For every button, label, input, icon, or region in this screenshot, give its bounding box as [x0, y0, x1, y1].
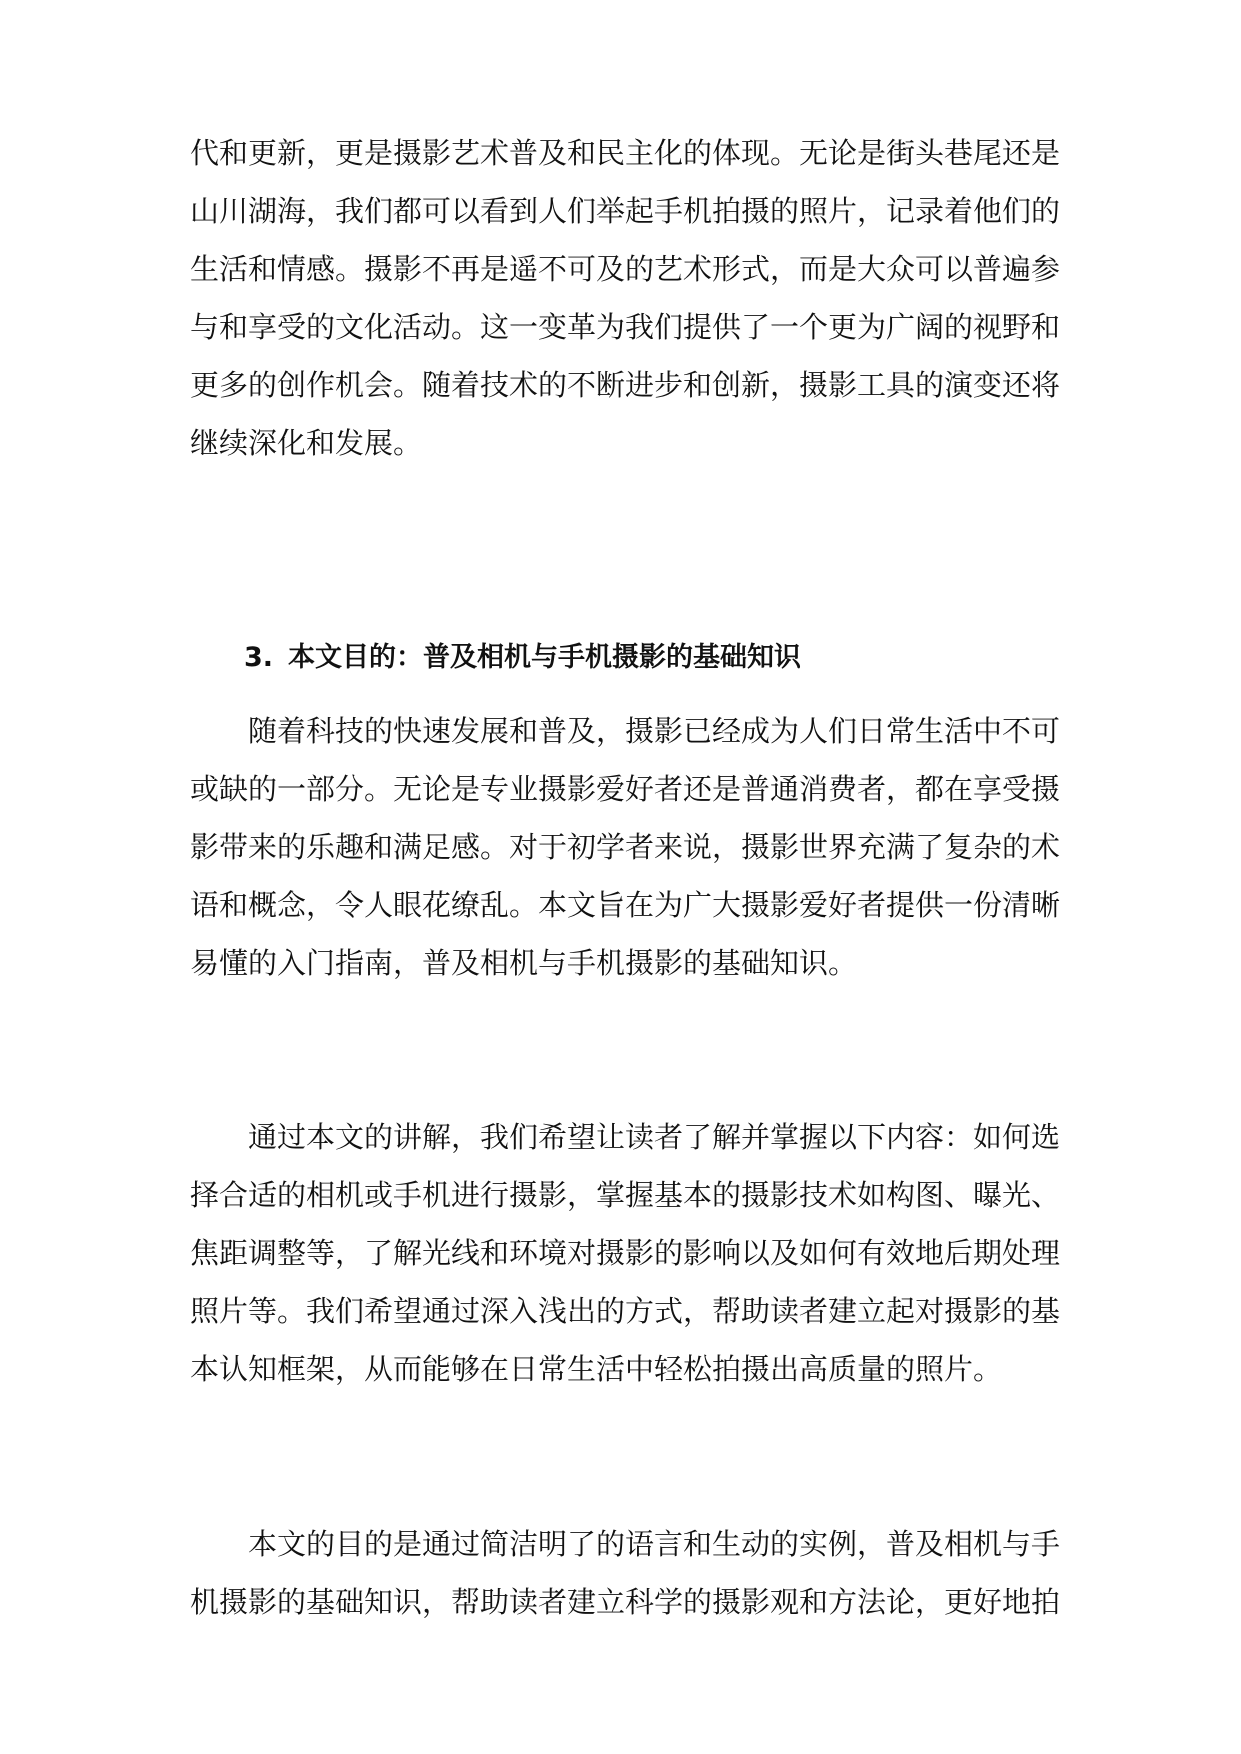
text-line: 机摄影的基础知识，帮助读者建立科学的摄影观和方法论，更好地拍 [190, 1585, 1061, 1619]
intro-paragraph [190, 124, 1060, 472]
text-line: 或缺的一部分。无论是专业摄影爱好者还是普通消费者，都在享受摄 [190, 772, 1061, 806]
section-title: 本文目的：普及相机与手机摄影的基础知识 [288, 642, 801, 673]
text-line: 生活和情感。摄影不再是遥不可及的艺术形式，而是大众可以普遍参 [190, 252, 1061, 286]
text-line: 随着科技的快速发展和普及，摄影已经成为人们日常生活中不可 [248, 714, 1061, 748]
text-line: 本文的目的是通过简洁明了的语言和生动的实例，普及相机与手 [248, 1527, 1061, 1561]
text-line: 更多的创作机会。随着技术的不断进步和创新，摄影工具的演变还将 [190, 368, 1061, 402]
paragraph-1 [190, 702, 1060, 992]
text-line: 通过本文的讲解，我们希望让读者了解并掌握以下内容：如何选 [248, 1120, 1061, 1154]
text-line: 与和享受的文化活动。这一变革为我们提供了一个更为广阔的视野和 [190, 310, 1061, 344]
text-line: 择合适的相机或手机进行摄影，掌握基本的摄影技术如构图、曝光、 [190, 1178, 1061, 1212]
paragraph-2 [190, 1108, 1060, 1398]
text-line: 焦距调整等，了解光线和环境对摄影的影响以及如何有效地后期处理 [190, 1236, 1061, 1270]
text-line: 照片等。我们希望通过深入浅出的方式，帮助读者建立起对摄影的基 [190, 1294, 1061, 1328]
section-number: 3. [244, 642, 274, 673]
paragraph-3 [190, 1515, 1060, 1631]
section-heading [244, 628, 801, 688]
text-line: 语和概念，令人眼花缭乱。本文旨在为广大摄影爱好者提供一份清晰 [190, 888, 1061, 922]
text-line: 继续深化和发展。 [190, 426, 423, 460]
text-line: 本认知框架，从而能够在日常生活中轻松拍摄出高质量的照片。 [190, 1352, 1003, 1386]
text-line: 影带来的乐趣和满足感。对于初学者来说，摄影世界充满了复杂的术 [190, 830, 1061, 864]
text-line: 山川湖海，我们都可以看到人们举起手机拍摄的照片，记录着他们的 [190, 194, 1061, 228]
text-line: 代和更新，更是摄影艺术普及和民主化的体现。无论是街头巷尾还是 [190, 136, 1061, 170]
text-line: 易懂的入门指南，普及相机与手机摄影的基础知识。 [190, 946, 858, 980]
